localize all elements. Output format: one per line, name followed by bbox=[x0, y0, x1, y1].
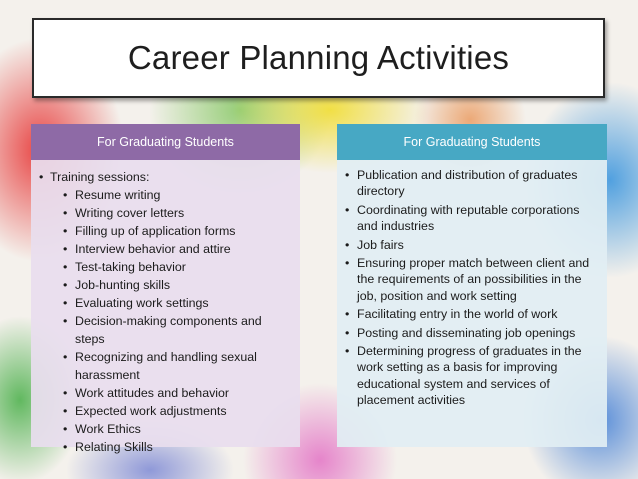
list-item: • Expected work adjustments bbox=[63, 402, 292, 420]
list-item: • Coordinating with reputable corporations and industries bbox=[345, 202, 599, 235]
list-item: • Evaluating work settings bbox=[63, 294, 292, 312]
left-panel-header: For Graduating Students bbox=[31, 124, 300, 160]
list-item: • Filling up of application forms bbox=[63, 222, 292, 240]
left-list bbox=[39, 168, 292, 456]
list-item: • Work Ethics bbox=[63, 420, 292, 438]
slide-title: Career Planning Activities bbox=[127, 39, 510, 76]
list-item: • Test-taking behavior bbox=[63, 258, 292, 276]
list-item: • Interview behavior and attire bbox=[63, 240, 292, 258]
training-sessions-label: Training sessions: bbox=[50, 170, 150, 184]
right-panel-body bbox=[337, 160, 607, 447]
list-item: • Recognizing and handling sexual harassment bbox=[63, 348, 292, 384]
list-item: • Publication and distribution of graduates directory bbox=[345, 167, 599, 200]
training-sublist bbox=[50, 186, 292, 456]
left-panel-body bbox=[31, 160, 300, 454]
list-item: • Decision-making components and steps bbox=[63, 312, 292, 348]
list-item: • Job fairs bbox=[345, 237, 599, 253]
right-panel-header: For Graduating Students bbox=[337, 124, 607, 160]
list-item: • Ensuring proper match between client and the requirements of an possibilities in the job, position and work setting bbox=[345, 255, 599, 304]
right-panel bbox=[337, 124, 607, 447]
list-item: • Facilitating entry in the world of work bbox=[345, 306, 599, 322]
list-item: • Relating Skills bbox=[63, 438, 292, 456]
title-box bbox=[32, 18, 605, 98]
right-list bbox=[345, 167, 599, 409]
list-item bbox=[39, 168, 292, 456]
left-panel bbox=[31, 124, 300, 454]
list-item: • Resume writing bbox=[63, 186, 292, 204]
list-item: • Writing cover letters bbox=[63, 204, 292, 222]
list-item: • Determining progress of graduates in the work setting as a basis for improving educational system and services of placement activities bbox=[345, 343, 599, 409]
list-item: • Job-hunting skills bbox=[63, 276, 292, 294]
list-item: • Work attitudes and behavior bbox=[63, 384, 292, 402]
list-item: • Posting and disseminating job openings bbox=[345, 325, 599, 341]
